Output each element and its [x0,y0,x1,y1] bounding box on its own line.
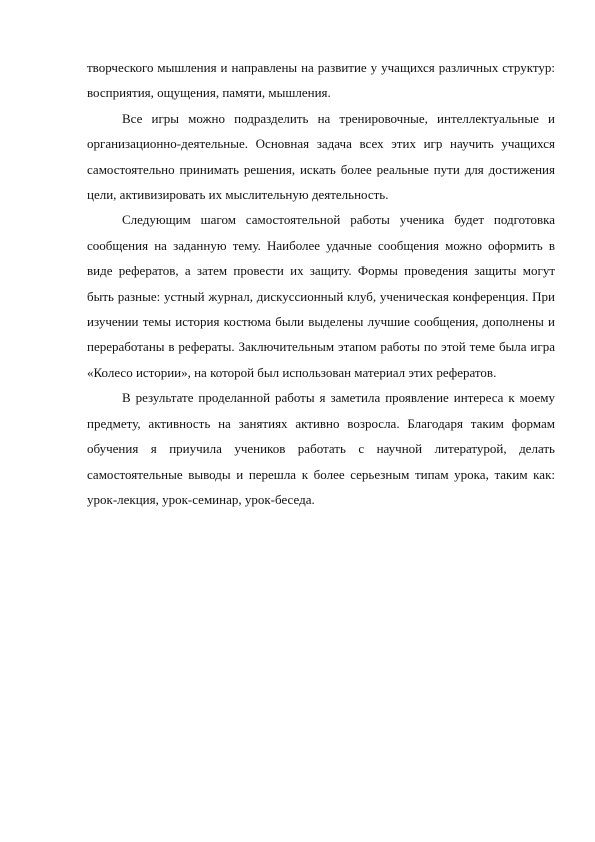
paragraph-reports: Следующим шагом самостоятельной работы ученика будет подготовка сообщения на заданную тему. Наиболее удачные сообщения можно оформить в виде рефератов, а затем провести их защиту. Формы проведения защиты могут быть разные: устный журнал, дискуссионный клуб, ученическая конференция. При изучении темы история костюма были выделены лучшие сообщения, дополнены и переработаны в рефераты. Заключительным этапом работы по этой теме была игра «Колесо истории», на которой был использован материал этих рефератов. [87,212,555,380]
document-body [87,55,555,512]
paragraph-results: В результате проделанной работы я заметила проявление интереса к моему предмету, активность на занятиях активно возросла. Благодаря таким формам обучения я приучила учеников работать с научной литературой, делать самостоятельные выводы и перешла к более серьезным типам урока, таким как: урок-лекция, урок-семинар, урок-беседа. [87,390,555,507]
paragraph-continuation: творческого мышления и направлены на развитие у учащихся различных структур: восприятия, ощущения, памяти, мышления. [87,60,555,101]
paragraph-game-types: Все игры можно подразделить на тренировочные, интеллектуальные и организационно-деятельные. Основная задача всех этих игр научить учащихся самостоятельно принимать решения, искать более реальные пути для достижения цели, активизировать их мыслительную деятельность. [87,110,555,203]
